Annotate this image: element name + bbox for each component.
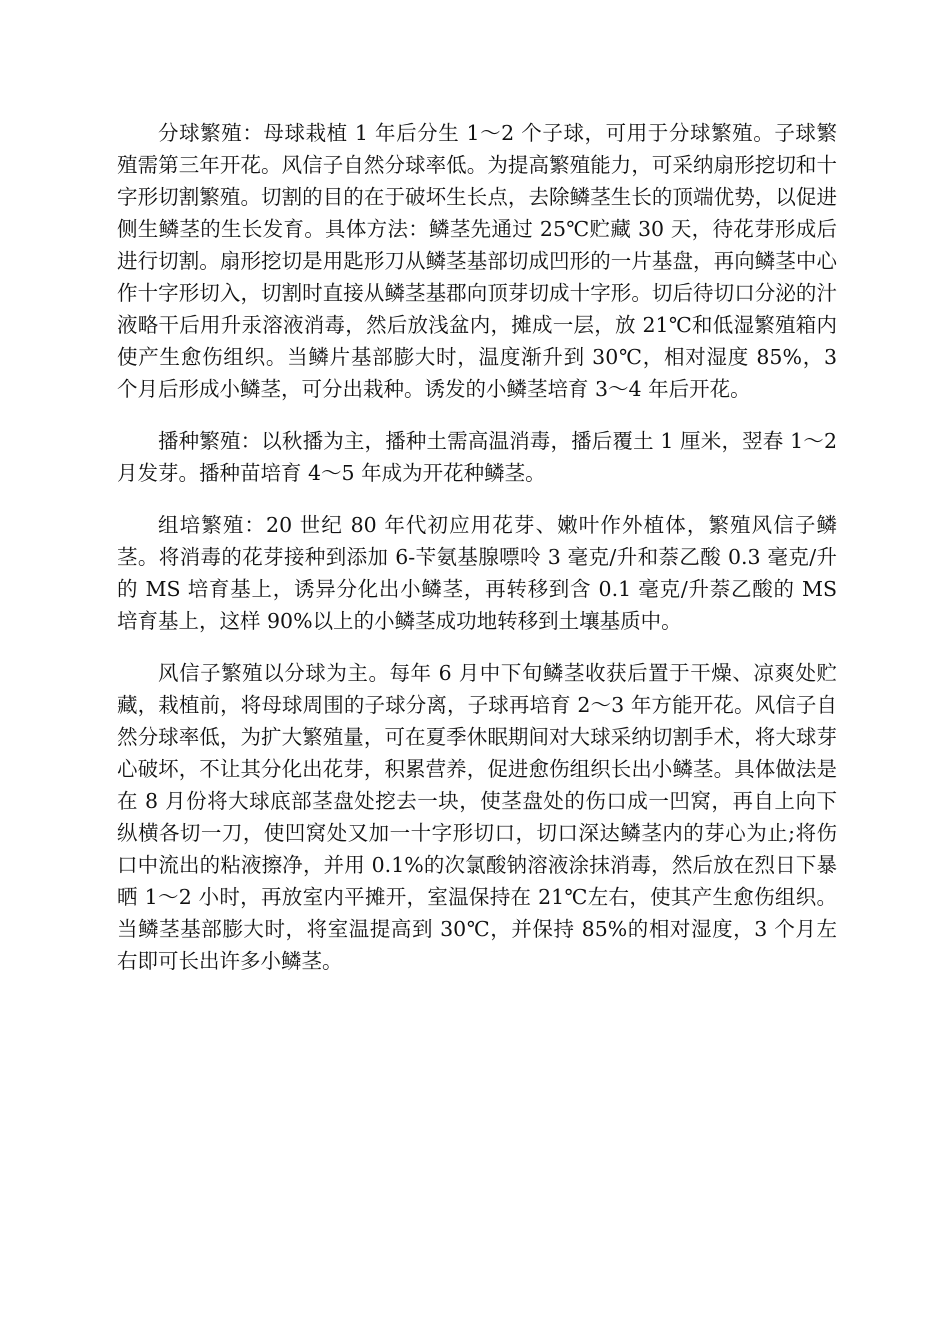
paragraph-hyacinth-division: 风信子繁殖以分球为主。每年 6 月中下旬鳞茎收获后置于干燥、凉爽处贮藏，栽植前，将母球周围的子球分离，子球再培育 2～3 年方能开花。风信子自然分球率低，为扩大繁殖量，可在夏季休眠期间对大球采纳切割手术，将大球芽心破坏，不让其分化出花芽，积累营养，促进愈伤组织长出小鳞茎。具体做法是在 8 月份将大球底部茎盘处挖去一块，使茎盘处的伤口成一凹窝，再自上向下纵横各切一刀，使凹窝处又加一十字形切口，切口深达鳞茎内的芽心为止;将伤口中流出的粘液擦净，并用 0.1%的次氯酸钠溶液涂抹消毒，然后放在烈日下暴晒 1～2 小时，再放室内平摊开，室温保持在 21℃左右，使其产生愈伤组织。当鳞茎基部膨大时，将室温提高到 30℃，并保持 85%的相对湿度，3 个月左右即可长出许多小鳞茎。 xyxy=(117,661,837,973)
paragraph-bulb-division: 分球繁殖：母球栽植 1 年后分生 1～2 个子球，可用于分球繁殖。子球繁殖需第三年开花。风信子自然分球率低。为提高繁殖能力，可采纳扇形挖切和十字形切割繁殖。切割的目的在于破坏生长点，去除鳞茎生长的顶端优势，以促进侧生鳞茎的生长发育。具体方法：鳞茎先通过 25℃贮藏 30 天，待花芽形成后进行切割。扇形挖切是用匙形刀从鳞茎基部切成凹形的一片基盘，再向鳞茎中心作十字形切入，切割时直接从鳞茎基郡向顶芽切成十字形。切后待切口分泌的汁液略干后用升汞溶液消毒，然后放浅盆内，摊成一层，放 21℃和低湿繁殖箱内使产生愈伤组织。当鳞片基部膨大时，温度渐升到 30℃，相对湿度 85%，3 个月后形成小鳞茎，可分出栽种。诱发的小鳞茎培育 3～4 年后开花。 xyxy=(117,121,837,401)
paragraph-seed-propagation: 播种繁殖：以秋播为主，播种土需高温消毒，播后覆土 1 厘米，翌春 1～2 月发芽。播种苗培育 4～5 年成为开花种鳞茎。 xyxy=(117,429,837,485)
paragraph-tissue-culture: 组培繁殖：20 世纪 80 年代初应用花芽、嫩叶作外植体，繁殖风信子鳞茎。将消毒的花芽接种到添加 6-苄氨基腺嘌呤 3 毫克/升和萘乙酸 0.3 毫克/升的 MS 培育基上，诱异分化出小鳞茎，再转移到含 0.1 毫克/升萘乙酸的 MS 培育基上，这样 90%以上的小鳞茎成功地转移到土壤基质中。 xyxy=(117,513,837,633)
document-body xyxy=(117,117,837,977)
